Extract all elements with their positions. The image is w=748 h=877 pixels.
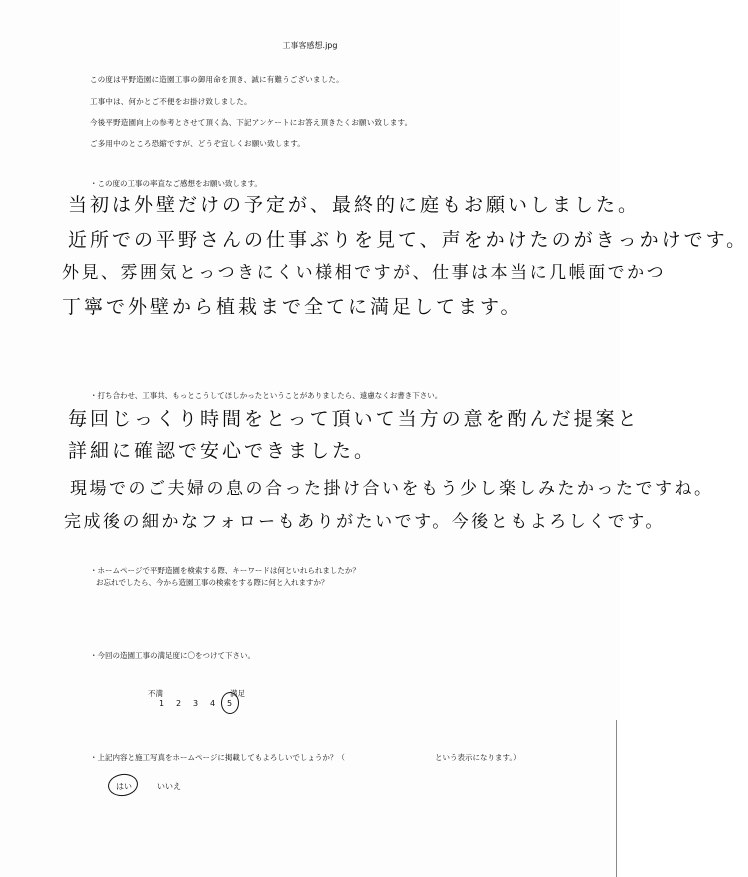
question-5: ・上記内容と施工写真をホームページに掲載してもよろしいでしょうか？（ bbox=[90, 753, 345, 762]
answer-2-line-4: 完成後の細かなフォローもありがたいです。今後ともよろしくです。 bbox=[64, 512, 665, 532]
intro-line-4: ご多用中のところ恐縮ですが、どうぞ宜しくお願い致します。 bbox=[90, 139, 305, 148]
scale-option-2: 2 bbox=[176, 699, 182, 708]
scan-edge-line bbox=[616, 720, 617, 877]
option-no: いいえ bbox=[157, 782, 181, 791]
scale-option-3: 3 bbox=[193, 699, 199, 708]
answer-1-line-2: 近所での平野さんの仕事ぶりを見て、声をかけたのがきっかけです。 bbox=[68, 229, 748, 251]
intro-line-3: 今後平野造園向上の参考とさせて頂く為、下記アンケートにお答え頂きたくお願い致します。 bbox=[90, 118, 413, 127]
question-1: ・この度の工事の率直なご感想をお願い致します。 bbox=[90, 179, 262, 188]
question-2: ・打ち合わせ、工事共、もっとこうしてほしかったということがありましたら、遠慮なくお書き下さい。 bbox=[90, 391, 443, 400]
scale-option-1: 1 bbox=[159, 699, 165, 708]
scale-option-5: 5 bbox=[227, 699, 233, 708]
question-3-line-1: ・ホームページで平野造園を検索する際、キーワードは何といれられましたか？ bbox=[90, 566, 360, 575]
selected-yes-circle bbox=[107, 772, 140, 798]
question-5-suffix: という表示になります。） bbox=[435, 753, 521, 762]
question-3-line-2: お忘れでしたら、今から造園工事の検索をする際に何と入れますか？ bbox=[96, 578, 329, 587]
question-4: ・今回の造園工事の満足度に〇をつけて下さい。 bbox=[90, 651, 255, 660]
answer-1-line-1: 当初は外壁だけの予定が、最終的に庭もお願いしました。 bbox=[68, 194, 641, 216]
answer-1-line-3: 外見、雰囲気とっつきにくい様相ですが、仕事は本当に几帳面でかつ bbox=[62, 263, 667, 283]
scale-option-4: 4 bbox=[210, 699, 216, 708]
answer-2-line-1: 毎回じっくり時間をとって頂いて当方の意を酌んだ提案と bbox=[68, 408, 640, 430]
document-filename: 工事客感想.jpg bbox=[282, 41, 338, 50]
answer-2-line-3: 現場でのご夫婦の息の合った掛け合いをもう少し楽しみたかったですね。 bbox=[70, 479, 714, 499]
intro-line-1: この度は平野造園に造園工事の御用命を頂き、誠に有難うございました。 bbox=[90, 75, 344, 84]
scale-low-label: 不満 bbox=[148, 689, 163, 698]
scale-high-label: 満足 bbox=[230, 689, 245, 698]
intro-line-2: 工事中は、何かとご不便をお掛け致しました。 bbox=[90, 97, 252, 106]
answer-2-line-2: 詳細に確認で安心できました。 bbox=[68, 440, 377, 462]
selected-rating-circle bbox=[221, 692, 239, 714]
answer-1-line-4: 丁寧で外壁から植栽まで全てに満足してます。 bbox=[62, 296, 523, 318]
option-yes: はい bbox=[116, 782, 132, 791]
